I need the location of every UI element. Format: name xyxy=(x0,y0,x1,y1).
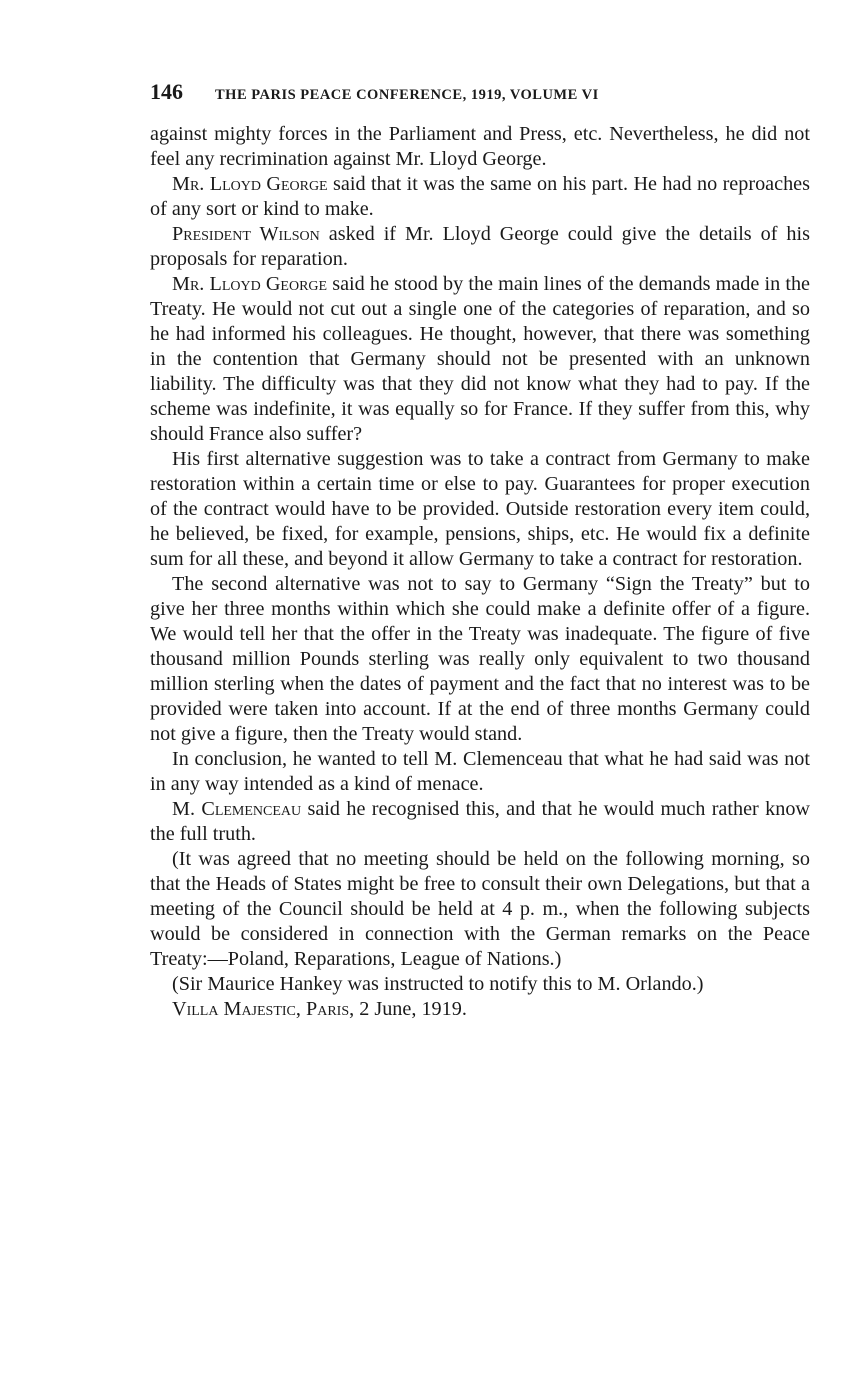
paragraph xyxy=(150,797,810,847)
paragraph-text: His first alternative suggestion was to take a contract from Germany to make restoration within a certain time or else to pay. Guarantees for proper execution of the contract would have to be provided. Outside restoration every item could, he believed, be fixed, for example, pensions, ships, etc. He would fix a definite sum for all these, and beyond it allow Germany to take a contract for restoration. xyxy=(150,448,810,570)
paragraph-text: The second alternative was not to say to Germany “Sign the Treaty” but to give her three months within which she could make a definite offer of a figure. We would tell her that the offer in the Treaty was inadequate. The figure of five thousand million Pounds sterling was really only equivalent to two thousand million sterling when the dates of payment and the fact that no interest was to be provided were taken into account. If at the end of three months Germany could not give a figure, then the Treaty would stand. xyxy=(150,573,810,745)
speaker-name: Mr. Lloyd George xyxy=(172,173,328,195)
body-text xyxy=(150,122,810,1022)
paragraph-text: said he recognised this, and that he would much rather know the full truth. xyxy=(150,798,810,845)
speaker-name: Mr. Lloyd George xyxy=(172,273,328,295)
paragraph xyxy=(150,572,810,747)
speaker-name: President Wilson xyxy=(172,223,320,245)
speaker-name: M. Clemenceau xyxy=(172,798,302,820)
paragraph-text: (It was agreed that no meeting should be held on the following morning, so that the Heads of States might be free to consult their own Delegations, but that a meeting of the Council should be held at 4 p. m., when the following subjects would be considered in connection with the German remarks on the Peace Treaty:—Poland, Reparations, League of Nations.) xyxy=(150,848,810,970)
dateline-date: 2 June, 1919. xyxy=(354,998,467,1020)
page-number: 146 xyxy=(150,79,183,104)
dateline-place: Villa Majestic, Paris, xyxy=(172,998,355,1020)
paragraph xyxy=(150,747,810,797)
paragraph-text: against mighty forces in the Parliament and Press, etc. Nevertheless, he did not feel any recrimination against Mr. Lloyd George. xyxy=(150,123,810,170)
paragraph-text: In conclusion, he wanted to tell M. Clemenceau that what he had said was not in any way intended as a kind of menace. xyxy=(150,748,810,795)
paragraph xyxy=(150,447,810,572)
paragraph xyxy=(150,972,810,997)
running-head xyxy=(150,78,810,106)
paragraph xyxy=(150,272,810,447)
document-page xyxy=(150,78,810,1022)
running-title: THE PARIS PEACE CONFERENCE, 1919, VOLUME VI xyxy=(215,87,599,103)
dateline xyxy=(150,997,810,1022)
paragraph xyxy=(150,847,810,972)
paragraph-text: said he stood by the main lines of the demands made in the Treaty. He would not cut out a single one of the categories of reparation, and so he had informed his colleagues. He thought, however, that there was something in the contention that Germany should not be presented with an unknown liability. The difficulty was that they did not know what they had to pay. If the scheme was indefinite, it was equally so for France. If they suffer from this, why should France also suffer? xyxy=(150,273,810,445)
paragraph xyxy=(150,172,810,222)
paragraph xyxy=(150,222,810,272)
paragraph-text: asked if Mr. Lloyd George could give the details of his proposals for reparation. xyxy=(150,223,810,270)
paragraph-text: said that it was the same on his part. He had no reproaches of any sort or kind to make. xyxy=(150,173,810,220)
paragraph-text: (Sir Maurice Hankey was instructed to notify this to M. Orlando.) xyxy=(172,973,704,995)
paragraph-continued xyxy=(150,122,810,172)
